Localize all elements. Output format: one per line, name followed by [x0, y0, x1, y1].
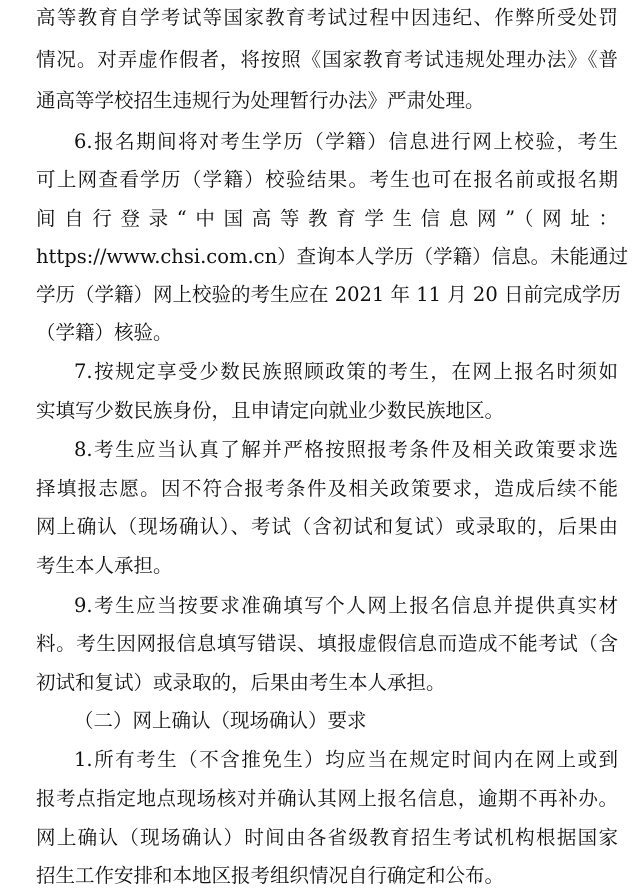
text-line: 报考点指定地点现场核对并确认其网上报名信息，逾期不再补办。	[36, 787, 618, 810]
text-line: 实填写少数民族身份，且申请定向就业少数民族地区。	[36, 399, 505, 422]
text-line: 间自行登录“中国高等教育学生信息网”（网址：	[36, 207, 618, 230]
text-line: （学籍）核验。	[36, 321, 173, 344]
text-line: 通高等学校招生违规行为处理暂行办法》严肃处理。	[36, 89, 485, 112]
text-line: 料。考生因网报信息填写错误、填报虚假信息而造成不能考试（含	[36, 632, 618, 655]
paragraph-1-line: 1.所有考生（不含推免生）均应当在规定时间内在网上或到	[74, 748, 618, 771]
text-line: 择填报志愿。因不符合报考条件及相关政策要求，造成后续不能	[36, 477, 618, 500]
paragraph-7-line: 7.按规定享受少数民族照顾政策的考生，在网上报名时须如	[74, 360, 618, 383]
paragraph-6-line: 6.报名期间将对考生学历（学籍）信息进行网上校验，考生	[74, 130, 618, 153]
paragraph-9-line: 9.考生应当按要求准确填写个人网上报名信息并提供真实材	[74, 594, 618, 617]
paragraph-8-line: 8.考生应当认真了解并严格按照报考条件及相关政策要求选	[74, 438, 618, 461]
text-line: 招生工作安排和本地区报考组织情况自行确定和公布。	[36, 864, 505, 887]
text-line: 学历（学籍）网上校验的考生应在 2021 年 11 月 20 日前完成学历	[36, 283, 621, 306]
text-line: 网上确认（现场确认）时间由各省级教育招生考试机构根据国家	[36, 826, 618, 849]
section-heading: （二）网上确认（现场确认）要求	[74, 709, 367, 732]
text-line: 网上确认（现场确认）、考试（含初试和复试）或录取的，后果由	[36, 515, 618, 538]
text-line: 可上网查看学历（学籍）校验结果。考生也可在报名前或报名期	[36, 168, 618, 191]
text-line: 初试和复试）或录取的，后果由考生本人承担。	[36, 671, 446, 694]
text-line: 情况。对弄虚作假者，将按照《国家教育考试违规处理办法》《普	[36, 48, 618, 71]
text-line: 考生本人承担。	[36, 554, 173, 577]
text-line: https://www.chsi.com.cn）查询本人学历（学籍）信息。未能通过	[36, 245, 629, 268]
text-line: 高等教育自学考试等国家教育考试过程中因违纪、作弊所受处罚	[36, 6, 618, 29]
